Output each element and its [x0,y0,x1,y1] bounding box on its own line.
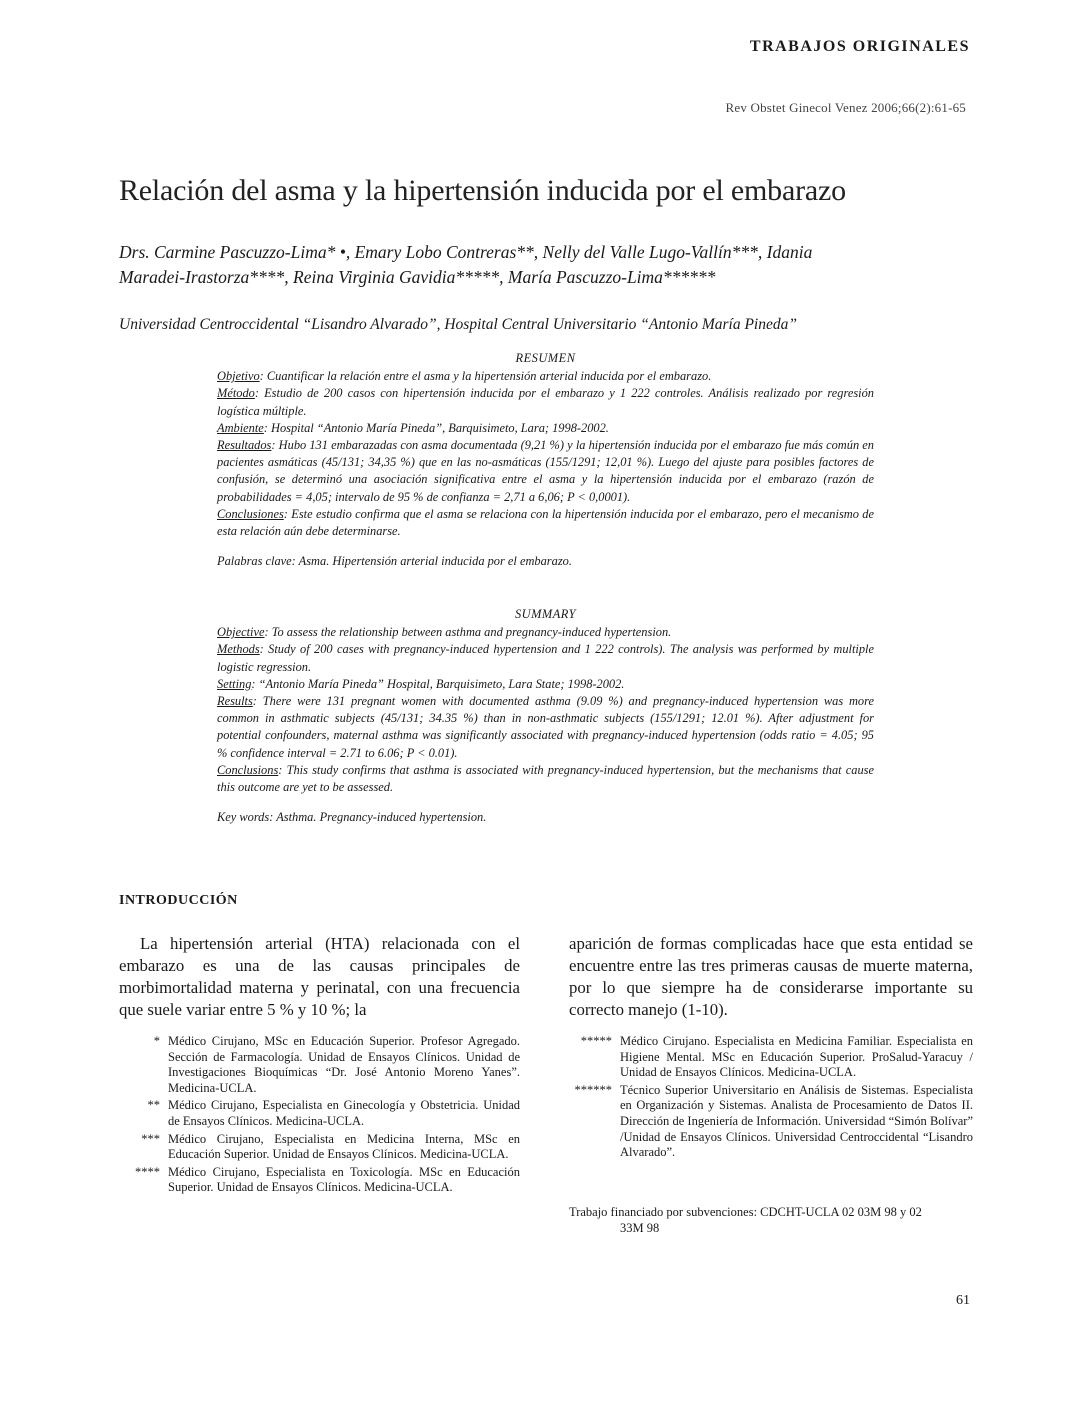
affiliation: Universidad Centroccidental “Lisandro Alvarado”, Hospital Central Universitario “Antonio María Pineda” [119,316,797,333]
resumen-conclusiones: Conclusiones: Este estudio confirma que el asma se relaciona con la hipertensión inducida por el embarazo, pero el mecanismo de esta relación aún debe determinarse. [217,506,874,539]
intro-paragraph-right: aparición de formas complicadas hace que esta entidad se encuentre entre las tres primeras causas de muerte materna, por lo que siempre ha de considerarse importante su correcto manejo (1-10). [569,934,973,1019]
intro-paragraph-left: La hipertensión arterial (HTA) relacionada con el embarazo es una de las causas principales de morbimortalidad materna y perinatal, con una frecuencia que suele variar entre 5 % y 10 %; la [119,934,520,1019]
palabras-clave: Palabras clave: Asma. Hipertensión arterial inducida por el embarazo. [217,554,572,569]
footnote: *** Médico Cirujano, Especialista en Medicina Interna, MSc en Educación Superior. Unidad de Ensayos Clínicos. Medicina-UCLA. [141,1131,520,1162]
resumen-objetivo: Objetivo: Cuantificar la relación entre el asma y la hipertensión arterial inducida por el embarazo. [217,369,712,384]
resumen-metodo: Método: Estudio de 200 casos con hipertensión inducida por el embarazo y 1 222 controles. Análisis realizado por regresión logística múltiple. [217,386,874,418]
funding-note [569,1205,973,1236]
footnote: ****** Técnico Superior Universitario en Análisis de Sistemas. Especialista en Organización y Sistemas. Analista de Procesamiento de Datos II. Dirección de Ingeniería de Información. Universidad “Simón Bolívar” /Unidad de Ensayos Clínicos. Universidad Centroccidental “Lisandro Alvarado”. [574,1082,973,1160]
footnote: ** Médico Cirujano, Especialista en Ginecología y Obstetricia. Unidad de Ensayos Clínicos. Medicina-UCLA. [147,1098,520,1128]
summary-objective: Objective: To assess the relationship between asthma and pregnancy-induced hypertension. [217,625,672,640]
author-list [119,240,979,290]
summary-heading: SUMMARY [514,607,577,621]
funding-line: Trabajo financiado por subvenciones: CDCHT-UCLA 02 03M 98 y 02 [569,1205,922,1219]
resumen-block [217,350,874,570]
authors-line: Drs. Carmine Pascuzzo-Lima* •, Emary Lobo Contreras**, Nelly del Valle Lugo-Vallín***, Idania [119,242,813,262]
summary-methods: Methods: Study of 200 cases with pregnancy-induced hypertension and 1 222 controls). The analysis was performed by multiple logistic regression. [217,642,874,674]
intro-heading: INTRODUCCIÓN [119,893,238,908]
page-number: 61 [956,1293,970,1308]
authors-line: Maradei-Irastorza****, Reina Virginia Gavidia*****, María Pascuzzo-Lima****** [119,267,716,287]
key-words: Key words: Asthma. Pregnancy-induced hypertension. [217,810,487,825]
resumen-heading: RESUMEN [515,351,576,365]
summary-block [217,606,874,826]
section-label: TRABAJOS ORIGINALES [749,38,970,55]
journal-citation: Rev Obstet Ginecol Venez 2006;66(2):61-65 [725,100,966,115]
footnote: ***** Médico Cirujano. Especialista en Medicina Familiar. Especialista en Higiene Mental. MSc en Educación Superior. ProSalud-Yaracuy / Unidad de Ensayos Clínicos. Medicina-UCLA. [580,1034,973,1080]
summary-results: Results: There were 131 pregnant women with documented asthma (9.09 %) and pregnancy-induced hypertension was more common in asthmatic subjects (45/131; 34.35 %) than in non-asthmatic subjects (155/1291; 12.01 %). After adjustment for potential confounders, maternal asthma was significantly associated with pregnancy-induced hypertension (odds ratio = 4.05; 95 % confidence interval = 2.71 to 6.06; P < 0.01). [217,694,874,760]
footnote: * Médico Cirujano, MSc en Educación Superior. Profesor Agregado. Sección de Farmacología. Unidad de Ensayos Clínicos. Unidad de Investigaciones Bioquímicas “Dr. José Antonio Moreno Yanes”. Medicina-UCLA. [153,1034,520,1095]
footnote: **** Médico Cirujano, Especialista en Toxicología. MSc en Educación Superior. Unidad de Ensayos Clínicos. Medicina-UCLA. [135,1164,520,1195]
footnotes-right [569,1034,973,1163]
funding-line: 33M 98 [620,1220,660,1235]
article-title: Relación del asma y la hipertensión inducida por el embarazo [119,174,846,207]
footnotes-left [119,1034,520,1198]
resumen-resultados: Resultados: Hubo 131 embarazadas con asma documentada (9,21 %) y la hipertensión inducida por el embarazo fue más común en pacientes asmáticas (45/131; 34,35 %) que en las no-asmáticas (155/1291; 12,01 %). Luego del ajuste para posibles factores de confusión, se determinó una asociación significativa entre el asma y la hipertensión inducida por el embarazo (razón de probabilidades = 4,05; intervalo de 95 % de confianza = 2,71 a 6,06; P < 0,0001). [217,438,874,504]
resumen-ambiente: Ambiente: Hospital “Antonio María Pineda”, Barquisimeto, Lara; 1998-2002. [217,420,609,435]
summary-conclusions: Conclusions: This study confirms that asthma is associated with pregnancy-induced hypertension, but the mechanisms that cause this outcome are yet to be assessed. [217,762,874,795]
summary-setting: Setting: “Antonio María Pineda” Hospital, Barquisimeto, Lara State; 1998-2002. [217,676,625,691]
